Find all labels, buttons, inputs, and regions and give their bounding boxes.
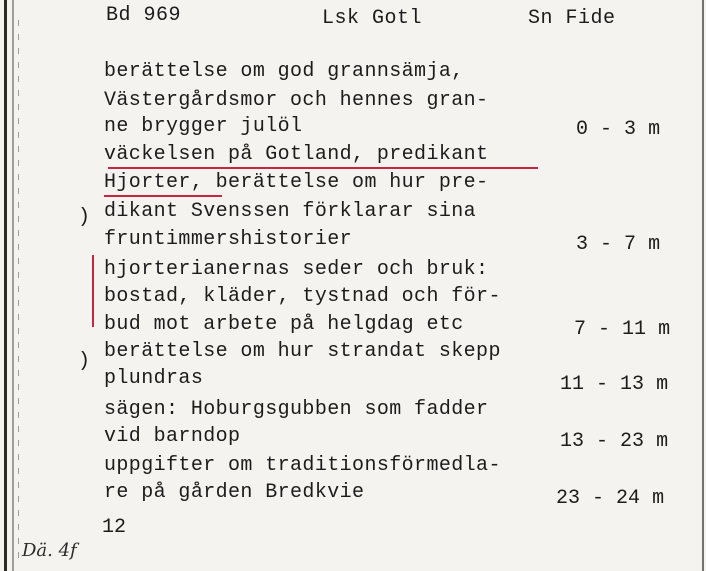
tape-start: 0 (576, 118, 589, 141)
content-line: uppgifter om traditionsförmedla- (104, 454, 501, 477)
tape-unit: m (656, 373, 669, 396)
header-sn: Sn Fide (528, 7, 616, 30)
tape-unit: m (656, 430, 669, 453)
content-line: ne brygger julöl (104, 115, 303, 138)
content-line: fruntimmershistorier (104, 228, 353, 251)
content-line: bostad, kläder, tystnad och för- (104, 285, 501, 308)
tape-end: 3 (624, 118, 637, 141)
card-right-edge (702, 0, 704, 571)
tape-unit: m (648, 118, 661, 141)
tape-range: 3 - 7 m (576, 233, 661, 256)
tape-range: 23 - 24 m (556, 487, 665, 510)
content-line: re på gården Bredkvie (104, 481, 365, 504)
content-line: plundras (104, 367, 204, 390)
red-underline (104, 195, 222, 197)
header-bd: Bd 969 (106, 4, 182, 27)
card-number: 12 (102, 516, 127, 539)
tape-unit: m (652, 487, 665, 510)
red-margin-line (92, 255, 94, 327)
handwritten-note: Dä. 4f (22, 540, 77, 561)
tape-range: 11 - 13 m (560, 373, 669, 396)
content-line: berättelse om god grannsämja, (104, 60, 464, 83)
card-left-edge (4, 0, 7, 571)
content-line: sägen: Hoburgsgubben som fadder (104, 398, 489, 421)
margin-paren: ) (78, 206, 91, 229)
tape-start: 7 (574, 318, 587, 341)
card-perforation (18, 20, 19, 560)
red-underline (108, 167, 538, 169)
tape-range: 7 - 11 m (574, 318, 671, 341)
content-line: Hjorter, berättelse om hur pre- (104, 171, 489, 194)
content-line: vid barndop (104, 425, 241, 448)
tape-end: 13 (620, 373, 645, 396)
tape-end: 23 (620, 430, 645, 453)
content-line: dikant Svenssen förklarar sina (104, 200, 477, 223)
margin-paren: ) (78, 350, 91, 373)
card-left-edge-shadow (12, 0, 14, 571)
tape-start: 11 (560, 373, 585, 396)
tape-start: 13 (560, 430, 585, 453)
content-line: hjorterianernas seder och bruk: (104, 258, 489, 281)
tape-range: 0 - 3 m (576, 118, 661, 141)
header-lsk: Lsk Gotl (322, 7, 423, 30)
tape-range: 13 - 23 m (560, 430, 669, 453)
tape-end: 24 (616, 487, 641, 510)
tape-start: 3 (576, 233, 589, 256)
tape-start: 23 (556, 487, 581, 510)
tape-unit: m (658, 318, 671, 341)
tape-unit: m (648, 233, 661, 256)
tape-end: 7 (624, 233, 637, 256)
content-line: bud mot arbete på helgdag etc (104, 313, 464, 336)
tape-end: 11 (622, 318, 647, 341)
content-line: väckelsen på Gotland, predikant (104, 143, 489, 166)
content-line: Västergårdsmor och hennes gran- (104, 89, 489, 112)
content-line: berättelse om hur strandat skepp (104, 340, 501, 363)
